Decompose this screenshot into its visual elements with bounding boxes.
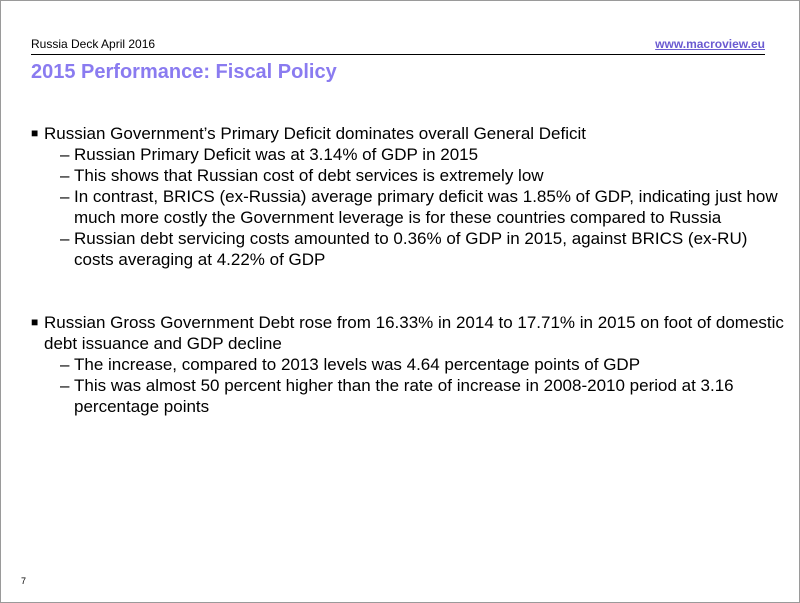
sub-text: This shows that Russian cost of debt services is extremely low [74, 166, 544, 185]
sub-text: The increase, compared to 2013 levels was 4.64 percentage points of GDP [74, 355, 641, 374]
bullet-item [31, 312, 791, 354]
sub-item [60, 165, 791, 186]
sub-item [60, 375, 791, 417]
dash-icon: – [60, 145, 70, 164]
dash-icon: – [60, 166, 70, 185]
sub-item [60, 228, 791, 270]
page-number: 7 [21, 576, 27, 586]
sub-text: Russian debt servicing costs amounted to 0.36% of GDP in 2015, against BRICS (ex-RU) costs averaging at 4.22% of GDP [74, 229, 748, 269]
slide-content [31, 123, 791, 417]
square-bullet-icon: ■ [31, 315, 39, 329]
dash-icon: – [60, 229, 70, 248]
sub-text: In contrast, BRICS (ex-Russia) average primary deficit was 1.85% of GDP, indicating just how much more costly the Government leverage is for these countries compared to Russia [74, 187, 778, 227]
site-link[interactable]: www.macroview.eu [655, 37, 765, 51]
bullet-item [31, 123, 791, 144]
sub-item [60, 354, 791, 375]
section-gap [31, 270, 791, 312]
square-bullet-icon: ■ [31, 126, 39, 140]
sub-item [60, 186, 791, 228]
bullet-text: Russian Government’s Primary Deficit dominates overall General Deficit [44, 124, 586, 143]
deck-title: Russia Deck April 2016 [31, 37, 156, 51]
sub-text: Russian Primary Deficit was at 3.14% of GDP in 2015 [74, 145, 479, 164]
dash-icon: – [60, 376, 70, 395]
sub-text: This was almost 50 percent higher than the rate of increase in 2008-2010 period at 3.16 percentage points [74, 376, 734, 416]
sub-item [60, 144, 791, 165]
dash-icon: – [60, 187, 70, 206]
bullet-text: Russian Gross Government Debt rose from 16.33% in 2014 to 17.71% in 2015 on foot of domestic debt issuance and GDP decline [44, 313, 784, 353]
dash-icon: – [60, 355, 70, 374]
page-title: 2015 Performance: Fiscal Policy [31, 61, 337, 83]
header-divider [31, 54, 765, 55]
